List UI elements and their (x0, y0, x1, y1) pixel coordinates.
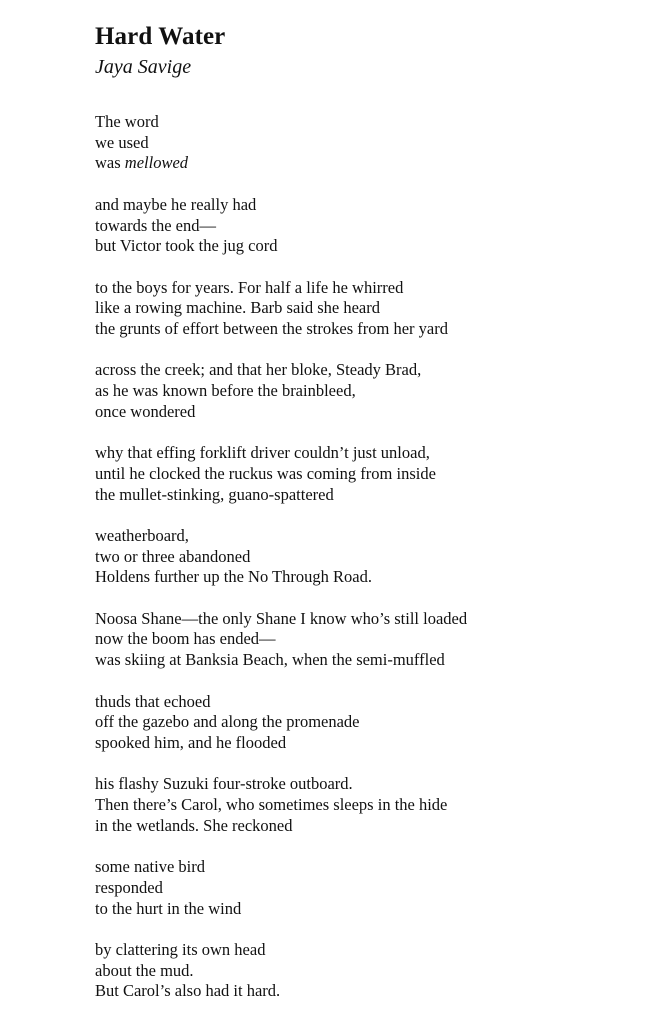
poem-line: off the gazebo and along the promenade (95, 712, 360, 732)
poem-line: in the wetlands. She reckoned (95, 815, 293, 835)
poem-line: towards the end— (95, 215, 216, 235)
poem-line: we used (95, 132, 149, 152)
poem-line: to the hurt in the wind (95, 898, 242, 918)
poem-line: But Carol’s also had it hard. (95, 981, 281, 1001)
stanza (95, 609, 622, 671)
poem-line: about the mud. (95, 960, 194, 980)
poem-line: now the boom has ended— (95, 629, 276, 649)
poem-line: once wondered (95, 401, 196, 421)
poem-body (95, 112, 622, 1002)
poem-line: and maybe he really had (95, 194, 257, 214)
stanza (95, 112, 622, 174)
stanza (95, 278, 622, 340)
poem-line: two or three abandoned (95, 546, 251, 566)
stanza (95, 692, 622, 754)
poem-line: like a rowing machine. Barb said she heard (95, 298, 380, 318)
poem-line: was mellowed (95, 153, 189, 173)
stanza (95, 195, 622, 257)
poem-line: the grunts of effort between the strokes from her yard (95, 319, 448, 338)
poem-line: Noosa Shane—the only Shane I know who’s still loaded (95, 608, 468, 628)
stanza (95, 857, 622, 919)
poem-line: weatherboard, (95, 525, 189, 545)
poem-line: spooked him, and he flooded (95, 732, 287, 752)
poem-line: The word (95, 112, 159, 131)
poem-line: as he was known before the brainbleed, (95, 381, 356, 401)
poem-line: why that effing forklift driver couldn’t just unload, (95, 443, 430, 463)
poem-line: thuds that echoed (95, 691, 211, 711)
poem-line: the mullet-stinking, guano-spattered (95, 484, 334, 504)
poem-line: but Victor took the jug cord (95, 236, 278, 256)
poem-line: Then there’s Carol, who sometimes sleeps in the hide (95, 795, 448, 815)
stanza (95, 774, 622, 836)
poem-title: Hard Water (95, 23, 226, 50)
poem-line: to the boys for years. For half a life he whirred (95, 277, 404, 297)
poem-line: by clattering its own head (95, 939, 266, 959)
stanza (95, 443, 622, 505)
poem-line: Holdens further up the No Through Road. (95, 567, 372, 587)
poem-line: was skiing at Banksia Beach, when the semi-muffled (95, 650, 445, 670)
poem-line: his flashy Suzuki four-stroke outboard. (95, 774, 353, 794)
poem-line: responded (95, 877, 163, 897)
stanza (95, 526, 622, 588)
poem-author: Jaya Savige (95, 56, 192, 78)
poem-line: across the creek; and that her bloke, Steady Brad, (95, 360, 422, 380)
stanza (95, 940, 622, 1002)
poem-line: until he clocked the ruckus was coming from inside (95, 463, 436, 483)
stanza (95, 360, 622, 422)
poem-line: some native bird (95, 857, 205, 877)
